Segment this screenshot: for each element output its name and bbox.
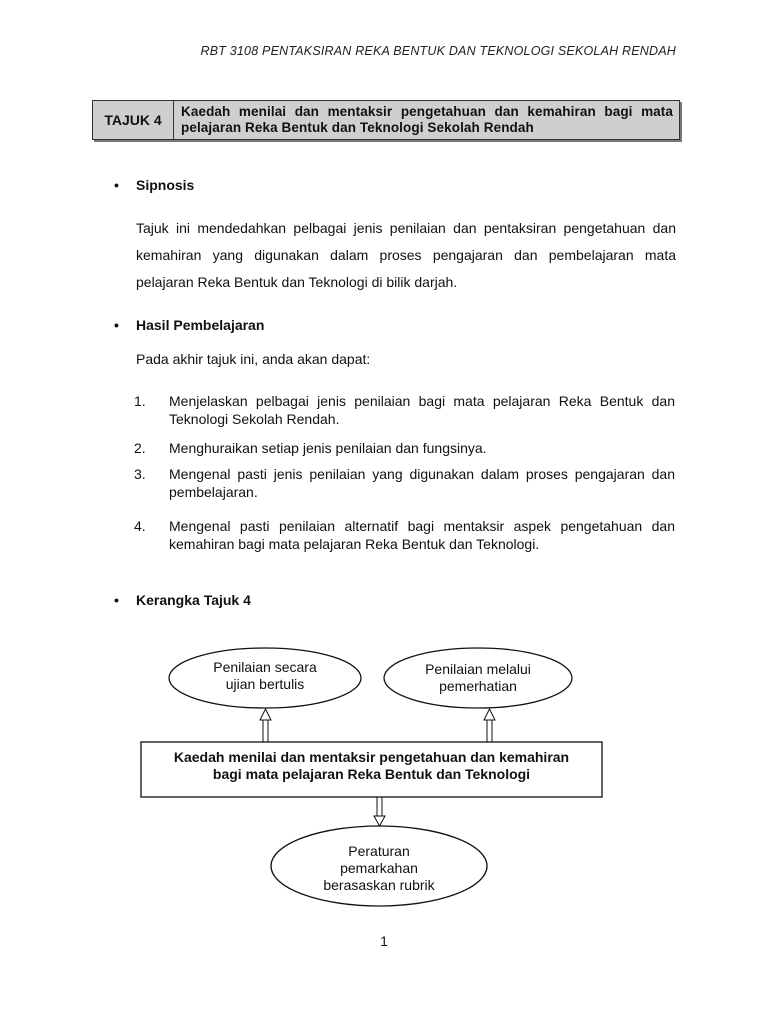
list-number: 3. xyxy=(134,466,146,482)
page-number: 1 xyxy=(380,933,388,949)
bullet-icon: • xyxy=(114,177,119,193)
hasil-heading-text: Hasil Pembelajaran xyxy=(136,317,265,333)
list-number: 4. xyxy=(134,518,146,534)
list-number: 1. xyxy=(134,393,146,409)
list-number: 2. xyxy=(134,440,146,456)
node-left-text xyxy=(169,659,361,693)
bullet-icon: • xyxy=(114,592,119,608)
list-text: Menjelaskan pelbagai jenis penilaian bagi mata pelajaran Reka Bentuk dan Teknologi Sekolah Rendah. xyxy=(169,393,675,427)
node-right-text xyxy=(384,661,572,695)
bullet-icon: • xyxy=(114,317,119,333)
node-bottom-line-1: Peraturan xyxy=(348,843,410,859)
node-bottom-text xyxy=(271,843,487,894)
node-bottom-line-2: pemarkahan xyxy=(340,860,418,876)
node-right-line-1: Penilaian melalui xyxy=(425,661,531,677)
center-line-1: Kaedah menilai dan mentaksir pengetahuan dan kemahiran xyxy=(173,749,570,765)
hasil-intro: Pada akhir tajuk ini, anda akan dapat: xyxy=(136,351,371,367)
arrow-down-icon xyxy=(374,797,385,826)
arrow-up-right-icon xyxy=(484,709,495,742)
center-box-text xyxy=(141,749,602,783)
list-text: Mengenal pasti penilaian alternatif bagi mentaksir aspek pengetahuan dan kemahiran bagi mata pelajaran Reka Bentuk dan Teknologi. xyxy=(169,518,675,552)
running-header: RBT 3108 PENTAKSIRAN REKA BENTUK DAN TEKNOLOGI SEKOLAH RENDAH xyxy=(200,44,676,58)
list-text: Mengenal pasti jenis penilaian yang digunakan dalam proses pengajaran dan pembelajaran. xyxy=(169,466,675,500)
center-line-2: bagi mata pelajaran Reka Bentuk dan Teknologi xyxy=(212,766,531,782)
arrow-up-left-icon xyxy=(260,709,271,742)
topic-label: TAJUK 4 xyxy=(93,101,174,139)
list-text: Menghuraikan setiap jenis penilaian dan fungsinya. xyxy=(169,440,487,456)
node-bottom-line-3: berasaskan rubrik xyxy=(323,877,435,893)
sinopsis-body: Tajuk ini mendedahkan pelbagai jenis penilaian dan pentaksiran pengetahuan dan kemahiran yang digunakan dalam proses pengajaran dan pembelajaran mata pelajaran Reka Bentuk dan Teknologi di bilik darjah. xyxy=(136,220,676,290)
topic-title: Kaedah menilai dan mentaksir pengetahuan dan kemahiran bagi mata pelajaran Reka Bentuk dan Teknologi Sekolah Rendah xyxy=(181,104,673,135)
node-left-line-1: Penilaian secara xyxy=(213,659,317,675)
node-right-line-2: pemerhatian xyxy=(439,678,517,694)
kerangka-heading-text: Kerangka Tajuk 4 xyxy=(136,592,251,608)
sinopsis-heading-text: Sipnosis xyxy=(136,177,195,193)
node-left-line-2: ujian bertulis xyxy=(225,676,305,692)
